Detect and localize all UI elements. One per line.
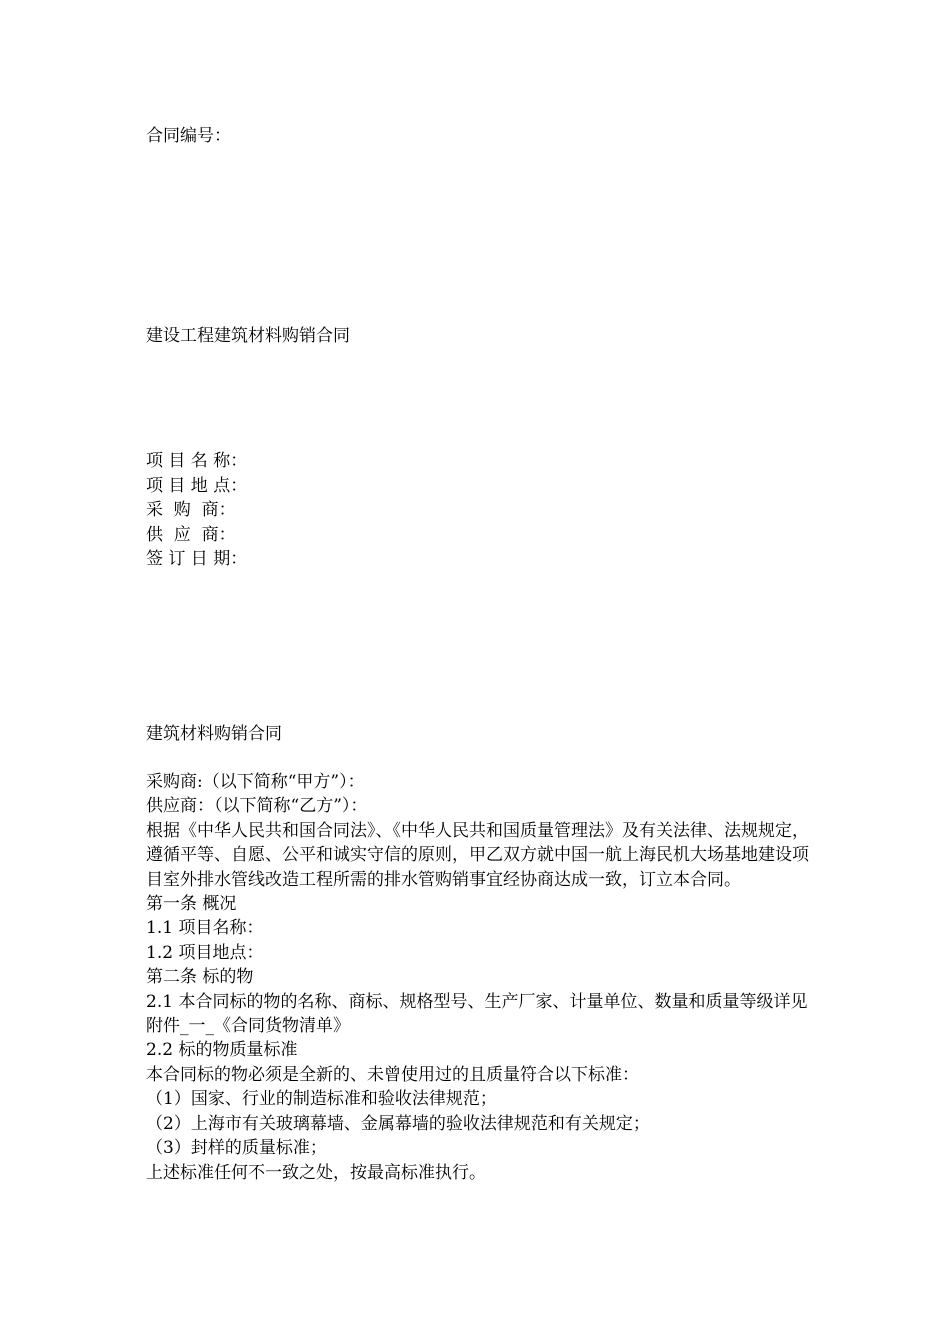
field-signing-date: 签 订 日 期： — [146, 549, 248, 569]
cover-title: 建设工程建筑材料购销合同 — [146, 326, 350, 346]
clause-2-2: 2.2 标的物质量标准 — [146, 1040, 298, 1061]
contract-body — [146, 770, 816, 1185]
field-purchaser: 采 购 商： — [146, 500, 236, 520]
quality-item-2: （2）上海市有关玻璃幕墙、金属幕墙的验收法律规范和有关规定； — [146, 1113, 650, 1134]
clause-2-1: 2.1 本合同标的物的名称、商标、规格型号、生产厂家、计量单位、数量和质量等级详见附件_一_《合同货物清单》 — [146, 991, 808, 1037]
clause-1-1: 1.1 项目名称： — [146, 918, 264, 939]
quality-conclusion: 上述标准任何不一致之处，按最高标准执行。 — [146, 1162, 486, 1183]
quality-intro: 本合同标的物必须是全新的、未曾使用过的且质量符合以下标准： — [146, 1064, 639, 1085]
contract-number-label: 合同编号： — [146, 126, 231, 146]
article-2-heading: 第二条 标的物 — [146, 967, 254, 988]
cover-fields — [146, 449, 247, 572]
field-supplier: 供 应 商： — [146, 524, 236, 545]
field-project-location: 项 目 地 点： — [146, 475, 248, 496]
paragraph-purchaser: 采购商:（以下简称“甲方”）： — [146, 772, 365, 792]
quality-item-3: （3）封样的质量标准； — [146, 1138, 327, 1159]
quality-item-1: （1）国家、行业的制造标准和验收法律规范； — [146, 1089, 497, 1110]
paragraph-supplier: 供应商：（以下简称“乙方”）： — [146, 796, 368, 817]
body-title: 建筑材料购销合同 — [146, 724, 282, 744]
paragraph-preamble: 根据《中华人民共和国合同法》、《中华人民共和国质量管理法》及有关法律、法规规定，遵循平等、自愿、公平和诚实守信的原则，甲乙双方就中国一航上海民机大场基地建设项目室外排水管线改造工程所需的排水管购销事宜经协商达成一致，订立本合同。 — [146, 820, 809, 890]
field-project-name: 项 目 名 称： — [146, 451, 248, 471]
article-1-heading: 第一条 概况 — [146, 894, 237, 915]
clause-1-2: 1.2 项目地点： — [146, 942, 264, 963]
